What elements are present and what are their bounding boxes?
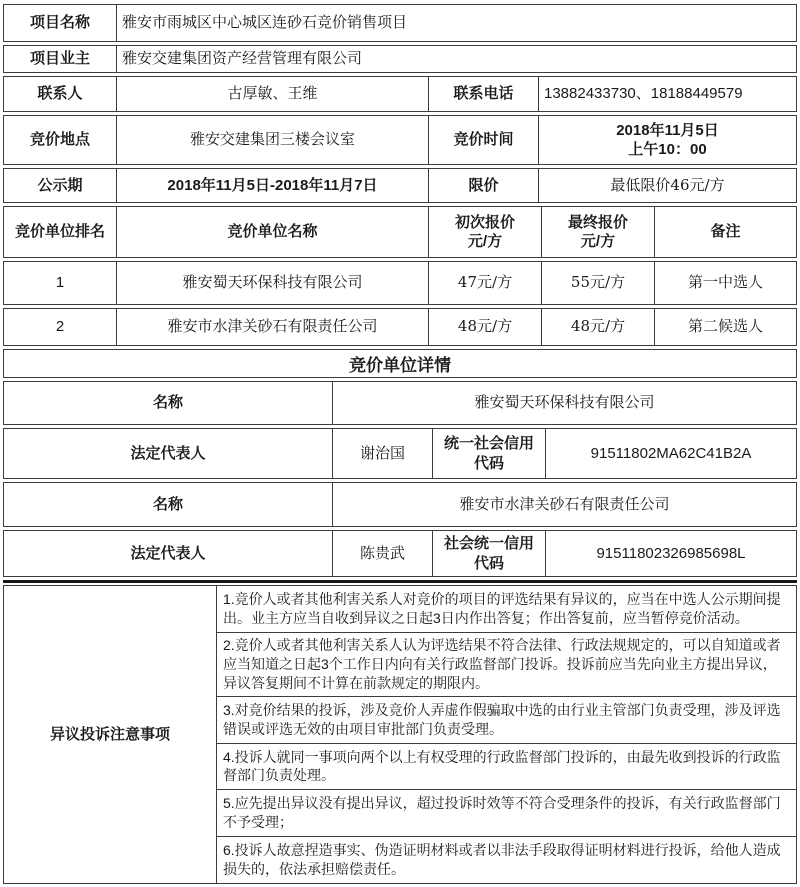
publicity-limit-row <box>3 168 797 203</box>
bid-company-name: 雅安市水津关砂石有限责任公司 <box>116 309 428 345</box>
credit-code-value: 91511802MA62C41B2A <box>545 429 796 478</box>
header-first-bid: 初次报价 元/方 <box>428 207 541 257</box>
publicity-label: 公示期 <box>37 176 83 194</box>
header-rank: 竞价单位排名 <box>14 223 105 241</box>
notice-item-6: 6.投诉人故意捏造事实、伪造证明材料或者以非法手段取得证明材料进行投诉，给他人造成损失的，依法承担赔偿责任。 <box>217 836 796 883</box>
bid-table-header-row <box>3 206 797 258</box>
legal-rep-value: 谢治国 <box>332 429 432 478</box>
credit-code-label: 统一社会信用代码 <box>432 429 545 478</box>
project-name-label: 项目名称 <box>29 14 90 32</box>
bid-final-price: 55元/方 <box>541 262 654 304</box>
contact-value: 古厚敏、王维 <box>116 77 428 111</box>
project-name-row <box>3 4 797 42</box>
header-final-bid: 最终报价 元/方 <box>541 207 654 257</box>
publicity-value: 2018年11月5日-2018年11月7日 <box>116 169 428 202</box>
bid-remark: 第二候选人 <box>654 309 796 345</box>
notice-items <box>216 586 796 883</box>
price-limit-value: 最低限价46元/方 <box>538 169 796 202</box>
bid-rank: 1 <box>55 274 65 292</box>
company-name-value: 雅安市水津关砂石有限责任公司 <box>332 483 796 526</box>
bid-time-value <box>538 116 796 164</box>
legal-rep-value: 陈贵武 <box>332 531 432 576</box>
price-limit-label: 限价 <box>428 169 538 202</box>
company2-name-row <box>3 482 797 527</box>
company-name-label: 名称 <box>152 495 183 513</box>
notice-item-4: 4.投诉人就同一事项向两个以上有权受理的行政监督部门投诉的，由最先收到投诉的行政监督部门负责处理。 <box>217 743 796 790</box>
contact-label: 联系人 <box>37 85 83 103</box>
details-title-row <box>3 349 797 378</box>
notice-item-3: 3.对竞价结果的投诉，涉及竞价人弄虚作假骗取中选的由行业主管部门负责受理，涉及评选错误或评选无效的由项目审批部门负责受理。 <box>217 696 796 743</box>
location-time-row <box>3 115 797 165</box>
legal-rep-label: 法定代表人 <box>130 544 206 562</box>
notice-item-5: 5.应先提出异议没有提出异议，超过投诉时效等不符合受理条件的投诉，有关行政监督部门不予受理； <box>217 789 796 836</box>
legal-rep-label: 法定代表人 <box>130 444 206 462</box>
notice-item-2: 2.竞价人或者其他利害关系人认为评选结果不符合法律、行政法规规定的，可以自知道或者应当知道之日起3个工作日内向有关行政监督部门投诉。投诉前应当先向业主方提出异议，异议答复期间不计算在前款规定的期限内。 <box>217 632 796 696</box>
bid-first-price: 47元/方 <box>428 262 541 304</box>
bid-remark: 第一中选人 <box>654 262 796 304</box>
credit-code-value: 91511802326985698L <box>545 531 796 576</box>
header-company-name: 竞价单位名称 <box>116 207 428 257</box>
project-owner-label: 项目业主 <box>29 50 90 68</box>
notice-item-1: 1.竞价人或者其他利害关系人对竞价的项目的评选结果有异议的，应当在中选人公示期间提出。业主方应当自收到异议之日起3日内作出答复；作出答复前，应当暂停竞价活动。 <box>223 591 781 626</box>
phone-label: 联系电话 <box>428 77 538 111</box>
bid-location-value: 雅安交建集团三楼会议室 <box>116 116 428 164</box>
bid-company-name: 雅安蜀天环保科技有限公司 <box>116 262 428 304</box>
project-owner-row <box>3 45 797 73</box>
thick-divider <box>3 580 797 583</box>
company-name-label: 名称 <box>152 394 183 412</box>
company1-name-row <box>3 381 797 425</box>
bid-time-hour: 上午10：00 <box>628 141 707 158</box>
bid-rank: 2 <box>55 318 65 336</box>
contact-row <box>3 76 797 112</box>
phone-value: 13882433730、18188449579 <box>538 77 796 111</box>
bid-first-price: 48元/方 <box>428 309 541 345</box>
company-name-value: 雅安蜀天环保科技有限公司 <box>332 382 796 424</box>
bid-time-label: 竞价时间 <box>428 116 538 164</box>
project-owner-value: 雅安交建集团资产经营管理有限公司 <box>116 46 796 72</box>
project-name-value: 雅安市雨城区中心城区连砂石竞价销售项目 <box>116 5 796 41</box>
bid-row-1 <box>3 261 797 305</box>
company1-rep-row <box>3 428 797 479</box>
details-section-title: 竞价单位详情 <box>349 356 451 375</box>
notice-section <box>3 585 797 884</box>
notice-label: 异议投诉注意事项 <box>49 725 170 743</box>
header-remark: 备注 <box>654 207 796 257</box>
bid-time-date: 2018年11月5日 <box>616 121 719 139</box>
bid-location-label: 竞价地点 <box>29 131 90 149</box>
bid-row-2 <box>3 308 797 346</box>
bid-final-price: 48元/方 <box>541 309 654 345</box>
credit-code-label: 社会统一信用代码 <box>432 531 545 576</box>
company2-rep-row <box>3 530 797 577</box>
